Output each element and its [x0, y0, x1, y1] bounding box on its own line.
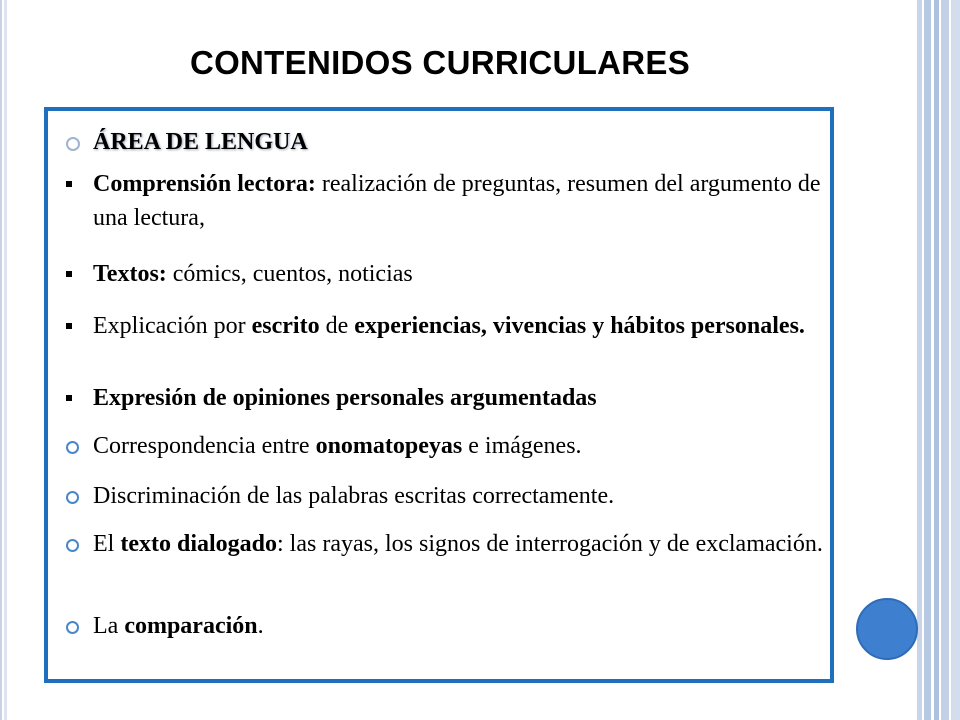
list-item-text [93, 381, 823, 415]
text-segment: Textos: [93, 261, 167, 287]
list-item-text [93, 167, 823, 235]
right-stripes-decoration [915, 0, 960, 720]
text-segment: Discriminación de las palabras escritas correctamente. [93, 483, 615, 509]
text-segment: cómics, cuentos, noticias [166, 261, 413, 287]
text-segment: : las rayas, los signos de interrogación y de exclamación. [277, 531, 823, 557]
hollow-circle-icon [66, 137, 80, 151]
list-item-text [93, 257, 823, 291]
filled-square-icon [66, 395, 72, 401]
list-item-text [93, 309, 823, 343]
slide-title: CONTENIDOS CURRICULARES [189, 44, 691, 81]
text-segment: . [257, 613, 264, 639]
text-segment: Correspondencia entre [93, 433, 316, 459]
hollow-circle-icon [66, 621, 79, 634]
list-item-text [93, 609, 823, 643]
list-item-text [93, 527, 823, 561]
text-segment: comparación [124, 613, 258, 639]
text-segment: escrito [251, 313, 320, 339]
hollow-circle-icon [66, 539, 79, 552]
text-segment: onomatopeyas [315, 433, 463, 459]
text-segment: El [93, 531, 121, 557]
text-segment: Explicación por [93, 313, 252, 339]
text-segment: realización de preguntas, resumen del argumento de una lectura, [93, 171, 821, 231]
hollow-circle-icon [66, 491, 79, 504]
section-heading: ÁREA DE LENGUA [93, 129, 308, 155]
text-segment: e imágenes. [462, 433, 582, 459]
content-box [44, 107, 834, 683]
hollow-circle-icon [66, 441, 79, 454]
text-segment: texto dialogado [120, 531, 277, 557]
filled-square-icon [66, 271, 72, 277]
filled-square-icon [66, 323, 72, 329]
blue-dot-icon [856, 598, 918, 660]
left-border-decoration [0, 0, 7, 720]
list-item-text [93, 479, 823, 513]
text-segment: Expresión de opiniones personales argumentadas [93, 385, 597, 411]
list-item-text [93, 429, 823, 463]
text-segment: Comprensión lectora: [93, 171, 316, 197]
filled-square-icon [66, 181, 72, 187]
text-segment: experiencias, vivencias y hábitos personales. [354, 313, 805, 339]
text-segment: de [319, 313, 355, 339]
text-segment: La [93, 613, 125, 639]
